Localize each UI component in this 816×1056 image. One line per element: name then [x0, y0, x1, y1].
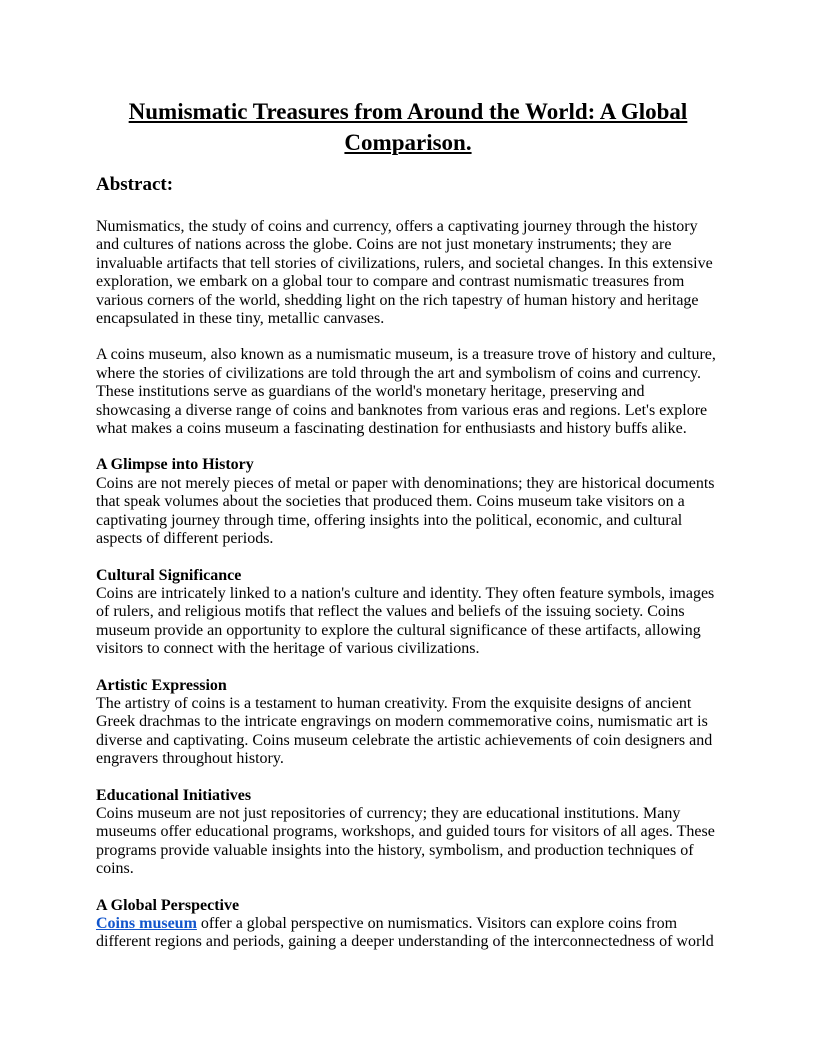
section-cultural-significance: [96, 567, 720, 659]
section-glimpse-into-history: [96, 456, 720, 548]
section-body: Coins museum are not just repositories of currency; they are educational institutions. Many museums offer educational programs, workshops, and guided tours for visitors of all ages. These programs provide valuable insights into the history, symbolism, and production techniques of coins.: [96, 804, 715, 878]
section-heading: A Global Perspective: [96, 896, 240, 914]
section-heading: Educational Initiatives: [96, 786, 252, 804]
intro-paragraph-1: Numismatics, the study of coins and currency, offers a captivating journey through the history and cultures of nations across the globe. Coins are not just monetary instruments; they are invaluable artifacts that tell stories of civilizations, rulers, and societal changes. In this extensive exploration, we embark on a global tour to compare and contrast numismatic treasures from various corners of the world, shedding light on the rich tapestry of human history and heritage encapsulated in these tiny, metallic canvases.: [96, 218, 713, 328]
section-heading: A Glimpse into History: [96, 456, 254, 474]
section-body: The artistry of coins is a testament to human creativity. From the exquisite designs of ancient Greek drachmas to the intricate engravings on modern commemorative coins, numismatic art is diverse and captivating. Coins museum celebrate the artistic achievements of coin designers and engravers throughout history.: [96, 694, 713, 768]
section-body-text: offer a global perspective on numismatics. Visitors can explore coins from different regions and periods, gaining a deeper understanding of the interconnectedness of world: [96, 915, 714, 951]
section-educational-initiatives: [96, 787, 720, 879]
section-heading: Artistic Expression: [96, 676, 227, 694]
section-heading: Cultural Significance: [96, 566, 242, 584]
section-body: [96, 915, 720, 952]
section-body: Coins are not merely pieces of metal or paper with denominations; they are historical documents that speak volumes about the societies that produced them. Coins museum take visitors on a captivating journey through time, offering insights into the political, economic, and cultural aspects of different periods.: [96, 474, 715, 548]
section-artistic-expression: [96, 677, 720, 769]
coins-museum-link[interactable]: Coins museum: [96, 915, 197, 932]
abstract-heading: Abstract:: [96, 174, 174, 195]
intro-paragraph-2: A coins museum, also known as a numismatic museum, is a treasure trove of history and culture, where the stories of civilizations are told through the art and symbolism of coins and currency. These institutions serve as guardians of the world's monetary heritage, preserving and showcasing a diverse range of coins and banknotes from various eras and regions. Let's explore what makes a coins museum a fascinating destination for enthusiasts and history buffs alike.: [96, 346, 716, 438]
section-body: Coins are intricately linked to a nation's culture and identity. They often feature symbols, images of rulers, and religious motifs that reflect the values and beliefs of the issuing society. Coins museum provide an opportunity to explore the cultural significance of these artifacts, allowing visitors to connect with the heritage of various civilizations.: [96, 584, 715, 658]
document-title: Numismatic Treasures from Around the World: A Global Comparison.: [128, 99, 688, 155]
section-global-perspective: [96, 897, 720, 952]
